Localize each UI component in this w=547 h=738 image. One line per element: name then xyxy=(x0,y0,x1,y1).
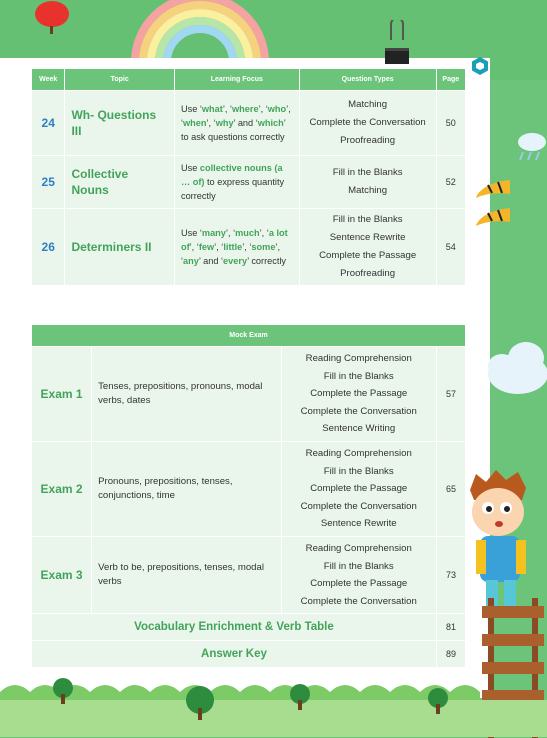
question-type-item: Proofreading xyxy=(340,268,396,279)
learning-focus xyxy=(175,209,299,285)
page-number: 50 xyxy=(437,91,465,155)
topic-link[interactable]: Collective Nouns xyxy=(65,156,174,208)
highlighted-term: many xyxy=(201,228,226,238)
question-type-item: Complete the Passage xyxy=(310,578,408,589)
focus-text: ’, ‘ xyxy=(180,104,291,128)
table-row xyxy=(32,442,465,536)
question-type-item: Complete the Passage xyxy=(310,388,408,400)
question-type-item: Proofreading xyxy=(340,135,396,146)
focus-text: Use xyxy=(180,163,200,173)
highlighted-term: every xyxy=(223,256,248,266)
question-type-item: Fill in the Blanks xyxy=(332,167,403,178)
focus-text: ’ correctly xyxy=(247,256,287,266)
mock-exam-title: Mock Exam xyxy=(32,325,465,346)
col-topic: Topic xyxy=(65,69,174,90)
focus-text: ’, ‘ xyxy=(259,228,269,238)
question-type-item: Fill in the Blanks xyxy=(332,214,403,225)
highlighted-term: where xyxy=(232,104,259,114)
question-type-item: Matching xyxy=(348,99,388,110)
highlighted-term: a lot of xyxy=(180,228,288,252)
focus-text: ’, ‘ xyxy=(225,228,236,238)
mock-header-row xyxy=(32,325,465,346)
question-type-item: Fill in the Blanks xyxy=(323,465,394,477)
highlighted-term: what xyxy=(201,104,223,114)
table-row xyxy=(32,209,465,285)
question-type-item: Reading Comprehension xyxy=(305,353,412,365)
page-number: 57 xyxy=(437,347,465,441)
hexagon-icon xyxy=(470,56,490,76)
col-page: Page xyxy=(437,69,465,90)
table-row xyxy=(32,537,465,613)
highlighted-term: which xyxy=(257,118,284,128)
question-types xyxy=(300,156,436,208)
exam-link[interactable]: Exam 2 xyxy=(32,442,91,536)
focus-text: ’, ‘ xyxy=(189,242,199,252)
binder-clip-icon xyxy=(383,20,411,66)
rainbow-illustration xyxy=(130,0,270,62)
focus-text: ’, ‘ xyxy=(214,242,224,252)
exam-link[interactable]: Exam 3 xyxy=(32,537,91,613)
highlighted-term: few xyxy=(198,242,215,252)
question-type-item: Sentence Writing xyxy=(322,423,396,435)
highlighted-term: any xyxy=(183,256,199,266)
highlighted-term: collective nouns (a … of) xyxy=(180,163,283,187)
col-learning-focus: Learning Focus xyxy=(175,69,299,90)
question-type-item: Matching xyxy=(348,185,388,196)
highlighted-term: who xyxy=(267,104,287,114)
question-type-item: Fill in the Blanks xyxy=(323,560,394,572)
week-number: 24 xyxy=(32,91,64,155)
topic-link[interactable]: Determiners II xyxy=(65,209,174,285)
question-type-item: Sentence Rewrite xyxy=(320,518,397,530)
units-table xyxy=(31,68,466,286)
focus-text: ’, ‘ xyxy=(258,104,268,114)
learning-focus xyxy=(175,156,299,208)
highlighted-term: why xyxy=(215,118,234,128)
tiger-tail-icon xyxy=(470,176,510,236)
mock-exam-table xyxy=(31,324,466,668)
cloud-icon xyxy=(488,340,547,404)
week-number: 25 xyxy=(32,156,64,208)
focus-text: ’, ‘ xyxy=(180,242,281,266)
question-types xyxy=(300,209,436,285)
question-types xyxy=(300,91,436,155)
answer-key-link[interactable]: Answer Key xyxy=(32,641,436,667)
question-type-item: Complete the Conversation xyxy=(309,117,426,128)
question-type-item: Fill in the Blanks xyxy=(323,370,394,382)
col-week: Week xyxy=(32,69,64,90)
page-number: 52 xyxy=(437,156,465,208)
table-row xyxy=(32,91,465,155)
exam-topics: Tenses, prepositions, pronouns, modal verbs, dates xyxy=(92,347,280,441)
focus-text: to express quantity correctly xyxy=(180,177,285,201)
rain-cloud-icon xyxy=(517,128,547,164)
focus-text: ’, ‘ xyxy=(222,104,233,114)
vocabulary-enrichment-link[interactable]: Vocabulary Enrichment & Verb Table xyxy=(32,614,436,640)
highlighted-term: little xyxy=(223,242,243,252)
focus-text: ’ to ask questions correctly xyxy=(180,118,286,142)
exam-topics: Pronouns, prepositions, tenses, conjunctions, time xyxy=(92,442,280,536)
question-type-item: Complete the Conversation xyxy=(300,595,417,607)
table-row xyxy=(32,156,465,208)
highlighted-term: when xyxy=(183,118,207,128)
question-type-item: Complete the Conversation xyxy=(300,405,417,417)
week-number: 26 xyxy=(32,209,64,285)
page-number: 81 xyxy=(437,614,465,640)
exam-topics: Verb to be, prepositions, tenses, modal verbs xyxy=(92,537,280,613)
focus-text: Use ‘ xyxy=(180,228,202,238)
highlighted-term: much xyxy=(235,228,260,238)
page-number: 54 xyxy=(437,209,465,285)
question-type-item: Complete the Passage xyxy=(310,483,408,495)
page-number: 89 xyxy=(437,641,465,667)
table-row xyxy=(32,614,465,640)
focus-text: ’ and ‘ xyxy=(198,256,224,266)
focus-text: ’, ‘ xyxy=(206,118,216,128)
question-types xyxy=(282,347,436,441)
focus-text: ’, ‘ xyxy=(242,242,252,252)
question-type-item: Complete the Conversation xyxy=(300,500,417,512)
page-number: 73 xyxy=(437,537,465,613)
question-type-item: Reading Comprehension xyxy=(305,448,412,460)
boy-character-illustration xyxy=(466,470,546,610)
question-types xyxy=(282,442,436,536)
highlighted-term: some xyxy=(251,242,276,252)
learning-focus xyxy=(175,91,299,155)
question-type-item: Sentence Rewrite xyxy=(329,232,406,243)
col-question-types: Question Types xyxy=(300,69,436,90)
table-row xyxy=(32,347,465,441)
question-type-item: Complete the Passage xyxy=(319,250,417,261)
question-types xyxy=(282,537,436,613)
units-header-row xyxy=(32,69,465,90)
topic-link[interactable]: Wh- Questions III xyxy=(65,91,174,155)
page-number: 65 xyxy=(437,442,465,536)
grass-ground-illustration xyxy=(0,672,547,737)
focus-text: ’ and ‘ xyxy=(233,118,258,128)
table-row xyxy=(32,641,465,667)
exam-link[interactable]: Exam 1 xyxy=(32,347,91,441)
focus-text: Use ‘ xyxy=(180,104,202,114)
question-type-item: Reading Comprehension xyxy=(305,543,412,554)
apple-icon xyxy=(32,0,72,36)
